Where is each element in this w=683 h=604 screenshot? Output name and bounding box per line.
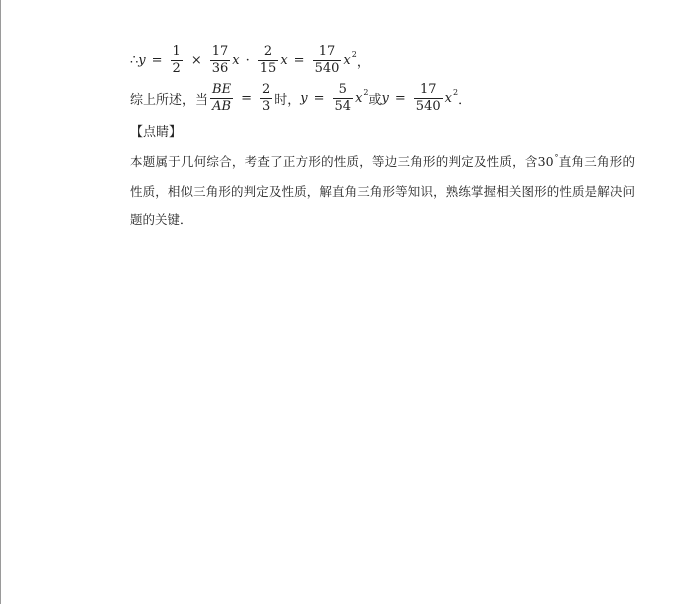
solution-content	[130, 40, 635, 234]
denominator: 3	[261, 98, 271, 114]
or-text: 或	[368, 92, 382, 108]
commentary-part-2: 直角三角形的性质，相似三角形的判定及性质，解直角三角形等知识，熟练掌握相关图形的性质是解决问题的关键．	[130, 154, 635, 227]
var-y: y	[300, 90, 308, 106]
equals-sign: =	[241, 90, 252, 106]
denominator: 54	[334, 98, 352, 114]
var-x: x	[444, 90, 452, 106]
var-x: x	[355, 90, 363, 106]
conclusion-prefix: 综上所述，当	[130, 92, 209, 108]
exponent: 2	[363, 87, 369, 97]
fraction-17-36	[210, 44, 231, 76]
var-x: x	[280, 52, 288, 68]
numerator: 1	[172, 43, 181, 59]
comma: ，	[356, 54, 370, 70]
equals-sign: =	[151, 52, 163, 68]
equation-line-2	[130, 80, 635, 116]
equation-line-1	[130, 40, 635, 80]
fraction-5-54	[333, 82, 354, 114]
numerator: BE	[212, 81, 232, 97]
equals-sign: =	[293, 52, 305, 68]
numerator: 5	[338, 81, 347, 97]
commentary-paragraph	[130, 148, 635, 234]
when-text: 时，	[274, 92, 301, 108]
denominator: 540	[415, 98, 441, 114]
var-x: x	[343, 52, 351, 68]
numerator: 17	[419, 81, 437, 97]
dot-operator: ·	[245, 52, 250, 68]
equals-sign: =	[394, 90, 406, 106]
fraction-17-540	[414, 82, 443, 114]
exponent: 2	[351, 49, 357, 59]
equals-sign: =	[313, 90, 325, 106]
var-y: y	[138, 52, 146, 68]
denominator: 15	[259, 60, 277, 76]
var-x: x	[232, 52, 240, 68]
denominator: 2	[172, 60, 181, 76]
section-heading-dianjing: 【点睛】	[130, 125, 183, 140]
numerator: 2	[263, 43, 273, 59]
page-left-border	[0, 0, 1, 604]
exponent: 2	[452, 87, 459, 97]
fraction-be-ab	[210, 82, 233, 114]
commentary-part-1: 本题属于几何综合，考查了正方形的性质，等边三角形的判定及性质，含	[130, 154, 538, 169]
degree-number: 30	[537, 154, 554, 169]
denominator: 36	[211, 60, 229, 76]
fraction-2-3	[260, 82, 272, 114]
var-y: y	[381, 90, 389, 106]
denominator: AB	[212, 98, 232, 114]
period: ．	[458, 92, 472, 108]
fraction-2-15	[258, 44, 279, 76]
degree-symbol: °	[554, 153, 559, 162]
denominator: 540	[314, 60, 340, 76]
times-sign: ×	[190, 52, 202, 68]
numerator: 17	[211, 43, 229, 59]
therefore-symbol: ∴	[130, 52, 139, 68]
fraction-1-2	[171, 44, 183, 76]
numerator: 17	[318, 43, 336, 59]
fraction-17-540	[313, 44, 342, 76]
numerator: 2	[261, 81, 271, 97]
